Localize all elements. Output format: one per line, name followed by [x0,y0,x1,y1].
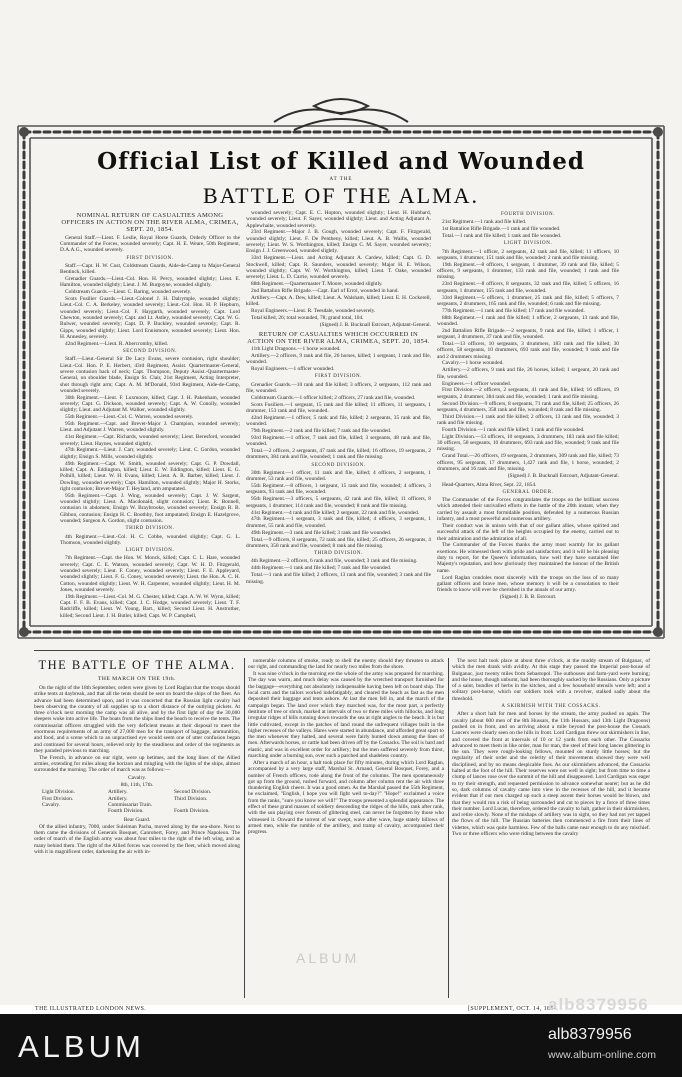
paragraph: Scots Fusilier Guards.—Lieut.-Colonel J. H. Dalrymple, wounded slightly; Lieut.-Col. C. A. Berkeley, wounded severely; Lieut.-Col. Hon. H. P. Hepburn, wounded severely; Lieut.-Col. F. Haygarth, wounded severely; Capt. Lord Chewton, wounded severely; Capt. and Lt. Astley, wounded severely; Capt. W. G. Bulwer, wounded severely; Capt. D. P. Buckley, wounded severely; Capt. R. Gipps, wounded slightly; Lieut. Lord Ennismore, wounded severely; Lieut. Hon. H. Annesley, severely. [60,296,240,340]
paragraph: 47th Regiment.—1 sergeant, 3 rank and file, killed; 4 officers, 3 sergeants, 1 drummer, 55 rank and file, wounded. [246,516,431,529]
paragraph: 55th Regiment.—Lieut.-Col. C. Warren, wounded severely. [65,414,194,421]
paragraph: Total.—1 rank and file killed; 2 officers, 13 rank and file, wounded; 3 rank and file missing. [246,572,431,585]
paragraph: 42nd Regiment.—Lieut. R. Abercromby, killed. [65,340,169,347]
paragraph: 93rd Regiment.—1 officer, 7 rank and file, killed; 3 sergeants, 48 rank and file, wounded. [246,434,431,448]
paragraph: Total.—2 officers, 2 sergeants, 47 rank and file, killed; 16 officers, 19 sergeants, 2 drummers, 384 rank and file, wounded; 1 rank and file missing. [246,448,431,461]
division-heading: FIRST DIVISION. [126,255,174,261]
return-of-casualties-heading: RETURN OF CASUALTIES WHICH OCCURRED IN ACTION ON THE RIVER ALMA, CRIMEA, SEPT. 20, 1854. [247,330,430,345]
supplement-date: [SUPPLEMENT, OCT. 14, 1854 [468,1006,558,1012]
paragraph: 2nd Battalion Rifle Brigade.—Capt. Earl of Errol, wounded in hand. [251,287,399,294]
paragraph: Staff.—Lieut.-General Sir De Lacy Evans, severe contusion, right shoulder; Lieut.-Col. Hon. P. E. Herbert, 43rd Regiment, Assist. Quartermaster-General, severe contusion back of neck; Capt. Thompson, Deputy Assist.-Quartermaster-General, on shoulder blade, Ensign St. Clair, 21st Regiment, Acting Interpreter, shot through right arm; Capt. A. M. M'Donald, 93rd Regiment, Aide-de-Camp, wounded severely. [60,356,240,394]
order-cell: Artillery. [108,789,128,796]
paragraph: The next halt took place at about three o'clock, at the muddy stream of Bulganac, of which the men drank with avidity. At this stage they passed the Imperial post-house of Bulganac, just twenty miles from Sebastopol. The outhouses and farm-yard were burning; and the house, though unburnt, had been thoroughly sacked by the Russians. Only a picture of a saint, bundles of herbs in the kitchen, and a few household utensils were left; and a solitary post-horse, which our soldiers took with a revolver, stalked sadly about the threshold. [452,658,650,702]
paragraph: numerable columns of smoke, ready to shell the enemy should they threaten to attack our right, and commanding the land for nearly two miles from the shore. [248,658,444,671]
paragraph: 1st Battalion Rifle Brigade.—1 rank and file wounded. [442,226,561,233]
paragraph: Their conduct was in unison with that of our gallant allies, whose spirited and successful attack of the left of the heights occupied by the enemy, carried out to their admiration and the admiration of all. [437,522,619,542]
casualty-column-2 [246,210,431,634]
division-heading: LIGHT DIVISION. [503,241,553,247]
article-column-2 [248,658,444,1000]
signature: (Signed) J. B. Bucknall Estcourt, Adjutant-General. [319,322,431,329]
order-cell: Fourth Division. [108,808,144,815]
paragraph: Second Division.—9 officers, 8 sergeants, 71 rank and file, killed; 25 officers, 26 sergeants, 4 drummers, 358 rank and file, wounded; 8 rank and file missing. [437,400,619,413]
paragraph: Of the allied infantry, 7000, under Suleiman Pacha, moved along by the sea-shore. Next to them came the divisions of Generals Bosquet, Canrobert, Forey, and Prince Napoleon. The order of march of the English army was about four miles to the right of the left wing, and as many behind them. The right of the Allied forces was covered by the fleet, which moved along with it in magnificent order, darkening the air with in- [34,823,240,856]
paragraph: The Commander of the Forces congratulates the troops on the brilliant success which attended their unrivalled efforts in the battle of the 20th instant, when they carried by assault a most formidable position, defended by a numerous Russian infantry, and a most powerful and numerous artillery. [437,497,619,523]
paragraph: After a short halt for men and horses by the stream, the army pushed on again. The cavalry (about 600 men of the 8th Hussars, the 11th Hussars, and 13th Light Dragoons) pushed on in front, and on arriving about a mile beyond the post-house the Cossack Lancers were clearly seen on the hills in front. Lord Cardigan threw out skirmishers in line, and covered the front at intervals of 10 or 12 yards from each other. The Cossacks advanced to meet them in like order, man for man, the steel of their long lances glittering in the sun. They were rough-looking fellows, mounted on sturdy little horses; but the regularity of their order and the celerity of their movements showed they were well disciplined, and by no means despicable foes. As our skirmishers advanced, the Cossacks halted at the foot of the hill. Their reserves were not well in sight; but from time to time a clump of lances rose over the summit of the hill and disappeared. Lord Cardigan was eager to try their strength, and requested permission to advance somewhat nearer; but as he did so, dark columns of cavalry came into view in the recesses of the hill, and it became evident that if our men charged up such a steep ascent their horses would be blown, and that they would run a risk of being surrounded and cut to pieces by a force of three times their number. Lord Lucan, therefore, ordered the cavalry to halt, gather in their skirmishers, and retire slowly. None of the mishaps of artillery was in sight, so they had not yet tapped the flows of the hill. The Russian batteries then commenced a fire from their lines of videttes, which was quite harmless. Few of the balls came near enough to do any mischief. Two or three officers who were riding between the cavalry [452,711,650,838]
casualty-column-3 [437,210,619,634]
division-heading: FOURTH DIVISION. [500,212,556,217]
paragraph: 19th Regiment.—Lieut.-Col. M. G. Chester, killed; Capt. A. W. W. Wynn, killed; Capt. F. F. B. Evans, killed; Capt. J. C. Hodge, wounded severely; Lieut. T. F. Radcliffe, killed; Lieut. W. Young, Bart., killed; Second Lieut. H. Anstruther, killed; Second Lieut. J. H. Butler, killed; Capt. W. P. Campbell, [60,593,240,619]
publication-name: THE ILLUSTRATED LONDON NEWS. [35,1006,147,1012]
paragraph: Total killed, 26; total wounded, 78; grand total, 104. [251,314,364,321]
paragraph: After a march of an hour, a halt took place for fifty minutes, during which Lord Raglan, accompanied by a very large staff, Marshal St. Arnaud, General Bosquet, Forey, and a number of French officers, rode along the front of the columns. The men spontaneously got up from the ground, rushed forward, and column after column rent the air with three thundering English cheers. It was a good omen. As the Marshal passed the 55th Regiment, he exclaimed, "English, I hope you will fight well to-day?" "Hope!" exclaimed a voice from the ranks, "sure you know we will!" The troops presented a splendid appearance. The effect of these grand masses of soldiery descending the ridges of the hills, rank after rank, with the sun playing over forests of glittering steel, can never be forgotten by those who witnessed it. Onward the torrent of war swept, wave after wave, huge stately billows of armed men, while the rumble of the artillery, and tramp of cavalry, accompanied their progress. [248,759,444,836]
album-url-link[interactable]: www.album-online.com [548,1049,656,1061]
paragraph: 41st Regiment.—4 rank and file killed; 2 sergeant, 22 rank and file, wounded. [251,509,420,516]
paragraph: 33rd Regiment.—5 officers, 1 drummer, 25 rank and file, killed; 5 officers, 7 sergeants, 2 drummers, 165 rank and file, wounded; 6 rank and file missing. [437,294,619,307]
column-divider [448,658,449,998]
order-of-march-regiments: 8th, 11th, 17th. [120,782,154,789]
division-heading: SECOND DIVISION. [122,349,178,355]
paragraph: 49th Regiment.—3 rank and file killed; 3 rank and file wounded. [251,529,392,536]
order-cell: Third Division. [174,795,208,802]
division-heading: SECOND DIVISION. [311,462,366,468]
division-heading: THIRD DIVISION. [314,551,363,557]
paragraph: Grenadier Guards.—Lieut.-Col. Hon. H. Percy, wounded slightly; Lieut. E. Hamilton, wounded slightly; Lieut. J. M. Burgoyne, wounded slightly. [60,275,240,289]
paragraph: Fourth Division.—1 rank and file killed; 1 rank and file wounded. [442,427,585,433]
paragraph: Coldstream Guards.—Lieut. C. Baring, wounded severely. [65,289,192,296]
paragraph: Artillery.—2 officers, 9 rank and file, 26 horses, killed; 1 sergeant, 20 rank and file, wounded. [437,367,619,380]
paragraph: 41st Regiment.—Capt. Richards, wounded severely; Lieut. Beresford, wounded severely; Lieut. Haynes, wounded slightly. [60,434,240,447]
casualty-column-1 [60,210,240,634]
paragraph: 21st Regiment.—1 rank and file killed. [442,219,527,226]
center-watermark: ALBUM [296,950,360,966]
album-logo: ALBUM [18,1029,145,1064]
paragraph: Grand Total.—26 officers, 19 sergeants, 2 drummers, 309 rank and file, killed; 73 officers, 95 sergeants, 17 drummers, 1,427 rank and file, 1 horse, wounded; 2 drummers, and 16 rank and file, missing. [437,453,619,472]
paragraph: Royal Engineers.—1 officer wounded. [251,365,335,372]
paragraph: 7th Regiment.—Capt. the Hon. W. Monck, killed; Capt. C. L. Hare, wounded severely; Capt. C. E. Watson, wounded severely; Capt. W. H. D. Fitzgerald, wounded severely; Lieut. F. Coney, wounded severely; Lieut. F. E. Appleyard, wounded slightly; Lieut. F. G. Coney, wounded severely; Lieut. the Hon. A. C. H. Cotton, wounded slightly; Lieut. W. H. Carpenter, wounded slightly; Lieut. H. M. Jones, wounded severely. [60,555,240,593]
paragraph: 33rd Regiment.—Lieut. and Acting Adjutant A. Cardew, killed; Capt. G. D. Stockwell, killed; Capt. R. Saunders, wounded severely; Major H. E. Wilson, wounded slightly; Capt. W. W. Worthington, killed; Lieut. T. Oake, wounded severely; Lieut. L. D. Carrie, wounded severely. [246,255,431,281]
paragraph: The French, in advance on our right, were up betimes, and the long lines of the Allied armies, extending for miles along the horizon and mingling with the lights of the ships, almost surrounded the morning. The order of march was as follows:— [34,754,240,774]
battle-title: BATTLE OF THE ALMA. [203,183,479,208]
paragraph: 88th Regiment.—1 rank and file killed; 1 officer, 2 sergeants, 13 rank and file, wounded. [437,314,619,327]
at-the-label: AT THE [329,177,353,182]
paragraph: Artillery.—Capt. A. Dew, killed; Lieut. A. Walsham, killed; Lieut. E. H. Cockerell, killed. [246,294,431,308]
paragraph: It was nine o'clock in the morning ere the whole of the army was prepared for marching. The day was warm, and much delay was caused by the wretched transport furnished for the baggage—everything not absolutely indispensable having been left on board ship. The local carts and the tailors worked indefatigably, and cleared the beach as fast as the men deposited their baggage and tents ashore. At last the men fell in, and the march of the campaign began. The land over which they marched was, for the most part, a perfectly destitute of tree or shrub, marked at intervals of two or three miles with hillocks, and long irregular ridges of hills running down towards the sea at right angles to the beach. It is but little cultivated, except in the patches of land round the unfrequent villages built in the higher recesses of the valleys. Hares were started in abundance, and afforded great sport to the men whenever they halted, and several were fairly hunted down among the lines of men. Afterwards horses, or cattle had been driven off by the Cossacks. The soil is hard and elastic, and was in excellent order for artillery; but the men suffered severely from thirst, marching under a burning sun, over such a parched and shadeless country. [248,671,444,760]
paragraph: 95th Regiment.—Capt. J. Wing, wounded severely; Capt. J. W. Sargent, wounded slightly; Lieut. A. Macdonald, slight contusion; Lieut. R. Bonnell, contusion in abdomen; Ensign W. Braybrooke, wounded severely; Ensign R. B. Gibbon, contusion; Ensign H. C. Boothby, foot amputated; Ensign E. Hazelgrove, wounded; Surgeon A. Gordon, slight contusion. [60,492,240,524]
skirmish-subheading: A SKIRMISH WITH THE COSSACKS. [501,704,601,710]
column-divider [244,658,245,998]
paragraph: 23rd Regiment.—8 officers, 8 sergeants, 32 rank and file, killed; 5 officers, 16 sergeants, 1 drummer, 155 rank and file, wounded. [437,281,619,294]
paragraph: Staff.—Capt. H. W. Cust, Coldstream Guards, Aide-de-Camp to Major-General Bentinck, killed. [60,262,240,276]
paragraph: 30th Regiment.—1 officer, 11 rank and file, killed; 4 officers, 2 sergeants, 1 drummer, 53 rank and file, wounded. [246,470,431,483]
division-heading: THIRD DIVISION. [125,526,175,532]
paragraph: 4th Regiment.—Lieut.-Col. H. C. Cobbe, wounded slightly; Capt. G. L. Thomson, wounded slightly. [60,533,240,546]
order-cell: Artillery. [108,795,128,802]
paragraph: Royal Engineers.—Lieut. R. Teesdale, wounded severely. [251,308,376,315]
paragraph: 19th Regiment.—8 officers, 1 sergeant, 1 drummer, 39 rank and file, killed; 5 officers, 9 sergeants, 1 drummer, 133 rank and file, wounded; 1 rank and file missing. [437,261,619,281]
paragraph: 23rd Regiment.—Major J. B. Gough, wounded severely; Capt. F. Fitzgerald, wounded slightly; Lieut. F. De Pentheny, killed; Lieut. A. B. Wallis, wounded severely; Lieut. W. S. Worthington, killed; Ensign C. M. Sayer, wounded severely; Ensign J. J. Greenwood, wounded slightly. [246,229,431,255]
paragraph: 30th Regiment.—Lieut. F. Luxmoore, killed; Capt. J. H. Pakenham, wounded severely; Capt. G. Dickson, wounded severely; Capt. A. W. Conolly, wounded slightly; Lieut. and Adjutant M. Walker, wounded slightly. [60,394,240,414]
order-cell: Light Division. [42,789,75,796]
paragraph: Artillery.—2 officers, 9 rank and file, 26 horses, killed; 1 sergeant, 1 rank and file, wounded. [246,352,431,366]
paragraph: On the night of the 18th September, orders were given by Lord Raglan that the troops should strike tents at daybreak, and that all the tents should be sent on board the ships of the fleet. An advance had been determined upon, and it was concerted that the Russian light cavalry had been observing the country of all supplies up to a short distance of the outlying pickets. At three o'clock next morning the camp was all alive, and by the first light of day the 30,000 sleepers woke into active life. The boats from the ships lined the beach to receive the tents. The commissariat officers struggled with the very deficient means at their disposal to meet the enormous requirements of an army of 27,000 men for the transport of baggage, ammunition, and food, and a scene which to an unpractised eye would seem one of utter confusion began and continued for several hours, relieved only by the steadiness and order of the regiments as they paraded previous to marching. [34,685,240,754]
article-title: THE BATTLE OF THE ALMA. [38,658,236,672]
paragraph: 95th Regiment.—Capt. and Brevet-Major J. Champion, wounded severely; Lieut. and Adjutant J. Warren, wounded slightly. [60,421,240,434]
general-order-heading: GENERAL ORDER. [502,489,554,495]
paragraph: 44th Regiment.—1 rank and file killed; 7 rank and file wounded. [251,565,392,572]
order-of-march-table [42,789,240,814]
paragraph: Total.—9 officers, 8 sergeants, 72 rank and file, killed; 25 officers, 26 sergeants, 4 drummers, 358 rank and file, wounded; 8 rank and file missing. [246,536,431,549]
paragraph: 11th Light Dragoons.—1 horse wounded. [251,345,341,352]
nominal-return-heading: NOMINAL RETURN OF CASUALTIES AMONG OFFICERS IN ACTION ON THE RIVER ALMA, CRIMEA, SEPT. 20, 1854. [61,212,239,234]
order-cell: Cavalry. [42,801,61,808]
order-cell: Commissariat Train. [108,801,153,808]
order-of-march-rear: Rear Guard. [123,816,151,823]
paragraph: 47th Regiment.—Lieut. J. Carr, wounded severely; Lieut. C. Gordon, wounded slightly; Ensign S. Mills, wounded slightly. [60,447,240,460]
paragraph: The Commander of the Forces thanks the army most warmly for its gallant exertions. He witnessed them with pride and satisfaction; and it will be his pleasing duty to report, for the Queen's information, how well they have sustained Her Majesty's reputation, and how gloriously they maintained the honour of the British name. [437,542,619,574]
corner-image-id-watermark: alb8379956 [548,995,649,1014]
paragraph: wounded severely; Capt. E. C. Hopton, wounded slightly; Lieut. H. Hubbard, wounded severely; Lieut. F. Sayer, wounded slightly; Lieut. and Acting Adjutant A. Applewhaite, wounded severely. [246,210,431,229]
paragraph: 2nd Battalion Rifle Brigade.—2 sergeants, 9 rank and file, killed; 1 officer, 1 sergeant, 3 drummers, 37 rank and file, wounded. [437,327,619,341]
order-of-march-cavalry: Cavalry. [127,774,147,781]
article-column-1 [34,685,240,1000]
paragraph: Scots Fusiliers.—1 sergeant, 15 rank and file killed; 11 officers, 11 sergeants, 1 drummer, 153 rank and file, wounded. [246,401,431,414]
paragraph: Light Division.—13 officers, 10 sergeants, 3 drummers, 183 rank and file killed; 30 officers, 58 sergeants, 10 drummers, 693 rank and file, wounded; 9 rank and file missing. [437,433,619,453]
paragraph: 95th Regiment.—3 officers, 5 sergeants, 42 rank and file, killed; 11 officers, 8 sergeants, 1 drummer, 114 rank and file, wounded; 8 rank and file missing. [246,496,431,509]
paragraph: Total.—1 rank and file killed; 1 rank and file wounded. [442,233,562,240]
paragraph: Lord Raglan condoles most sincerely with the troops on the loss of so many gallant officers and brave men, whose memory it will be a consolation to their friends to know will ever be cherished in the annals of our army. [437,574,619,594]
division-heading: FIRST DIVISION. [314,374,363,380]
order-cell: Second Division. [174,789,212,796]
paragraph: 4th Regiment.—2 officers, 6 rank and file, wounded; 3 rank and file missing. [251,558,418,565]
paragraph: Engineers.—1 officer wounded. [442,380,512,387]
signature: (Signed) J. B. B. Estcourt. [499,594,557,601]
signature: (Signed) J. B. Bucknall Estcourt, Adjutant-General. [507,473,619,480]
paragraph: First Division.—2 officers, 2 sergeants, 41 rank and file, killed; 16 officers, 19 sergeants, 2 drummer, 384 rank and file, wounded; 1 rank and file missing. [437,387,619,400]
article-column-3 [452,658,650,1000]
article-subtitle: THE MARCH ON THE 19th. [97,676,177,682]
paragraph: 77th Regiment.—1 rank and file killed; 17 rank and file wounded. [442,307,585,314]
section-divider [34,650,650,651]
order-cell: Fourth Division. [174,808,210,815]
paragraph: 49th Regiment.—Capt. W. Smith, wounded severely; Capt. G. P. Dowdall, killed; Capt. A. Eddington, killed; Lieut. E. W. Eddington, killed; Lieut. E. G. Polhill, killed; Lieut. W. H. Evans, killed; Lieut. A. R. Barber, killed; Lieut. J. Dowling, wounded severely; Capt. Hamilton, wounded slightly; Major H. Storks, right contusion; Brevet-Major T. Heyland, arm amputated. [60,460,240,492]
paragraph: Coldstream Guards.—1 officer killed; 2 officers, 27 rank and file, wounded. [251,394,416,401]
paragraph: 88th Regiment.—Quartermaster T. Moore, wounded slightly. [251,281,383,288]
paragraph: 7th Regiment.—1 officer, 2 sergeants, 42 rank and file, killed; 11 officers, 10 sergeants, 1 drummer, 151 rank and file, wounded; 2 rank and file missing. [437,248,619,261]
order-cell: First Division. [42,795,74,802]
paragraph: Head-Quarters, Alma River, Sept. 22, 1854. [442,481,537,488]
paragraph: Cavalry.—1 horse wounded. [442,360,504,367]
paragraph: Grenadier Guards.—10 rank and file killed; 3 officers, 2 sergeants, 112 rank and file, wounded. [246,381,431,394]
order-cell [42,808,108,814]
paragraph: Third Division.—1 rank and file killed; 2 officers, 13 rank and file, wounded; 3 rank and file missing. [437,413,619,427]
image-id: alb8379956 [548,1026,632,1043]
paragraph: 79th Regiment.—2 rank and file killed; 7 rank and file wounded. [251,428,392,435]
paragraph: General Staff.—Lieut. F. Leslie, Royal Horse Guards, Orderly Officer to the Commander of the Forces, wounded severely; Capt. H. E. Weare, 50th Regiment, D.A.A.G., wounded severely. [60,234,240,254]
division-heading: LIGHT DIVISION. [125,548,175,554]
official-list-title: Official List of Killed and Wounded [97,148,585,175]
paragraph: Total.—13 officers, 10 sergeants, 3 drummers, 183 rank and file killed; 30 officers, 58 sergeants, 10 drummers, 693 rank and file, wounded; 9 rank and file and 2 drummers missing. [437,340,619,360]
paragraph: 55th Regiment.—8 officers, 1 sergeant, 15 rank and file, wounded; 4 officers, 3 sergeants, 93 rank and file, wounded. [246,483,431,496]
paragraph: 42nd Regiment.—1 officer, 5 rank and file, killed; 2 sergeants, 35 rank and file, wounded. [246,414,431,428]
